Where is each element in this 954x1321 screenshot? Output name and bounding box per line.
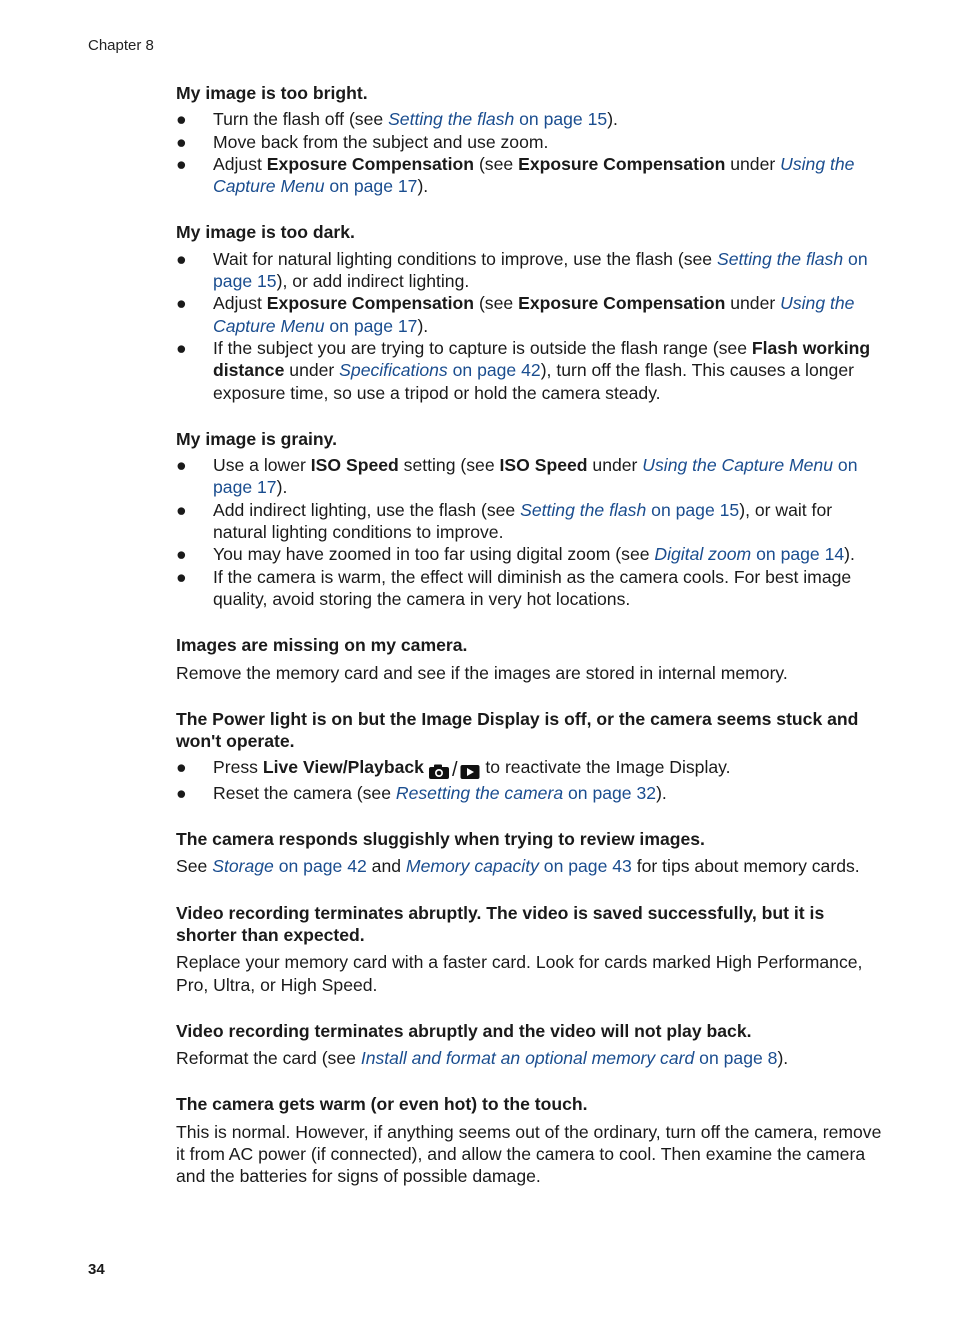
text: Reset the camera (see: [213, 782, 396, 803]
section-heading: Video recording terminates abruptly and the video will not play back.: [176, 1020, 752, 1041]
link-page: on page 15: [646, 499, 740, 520]
list-item: [176, 153, 884, 198]
text: Adjust: [213, 153, 267, 174]
text: Reformat the card (see: [176, 1048, 361, 1069]
link-page: on page 17: [324, 315, 418, 336]
link-setting-flash[interactable]: [520, 500, 739, 520]
text: ).: [777, 1048, 789, 1069]
section-video-short: [176, 902, 884, 996]
text: under: [284, 360, 340, 381]
text: If the subject you are trying to capture is outside the flash range (see: [213, 337, 752, 358]
section-too-dark: [176, 221, 884, 403]
text: See: [176, 856, 213, 877]
bold-term: Exposure Compensation: [518, 153, 726, 174]
text: under: [725, 293, 781, 314]
section-heading: The camera gets warm (or even hot) to the touch.: [176, 1094, 588, 1115]
bold-term: Flash working distance: [213, 337, 871, 381]
section-heading: Images are missing on my camera.: [176, 635, 468, 656]
list-item: [176, 131, 884, 153]
link-page: on page 8: [694, 1048, 778, 1069]
text: ).: [276, 477, 288, 498]
bullet-icon: ●: [176, 337, 187, 358]
link-title: Digital zoom: [654, 544, 752, 565]
text: ), or wait for natural lighting conditions to improve.: [213, 499, 833, 543]
section-heading: My image is grainy.: [176, 428, 338, 449]
bullet-icon: ●: [176, 499, 187, 520]
paragraph: [176, 855, 884, 877]
text: (see: [474, 153, 519, 174]
text: Use a lower: [213, 455, 311, 476]
link-install-memory-card[interactable]: [361, 1048, 778, 1068]
text: ), or add indirect lighting.: [276, 271, 470, 292]
list-item: [176, 454, 884, 499]
section-sluggish: [176, 828, 884, 878]
link-memory-capacity[interactable]: [406, 856, 632, 876]
bullet-icon: ●: [176, 293, 187, 314]
link-page: on page 42: [447, 360, 541, 381]
bullet-icon: ●: [176, 131, 187, 152]
bullet-icon: ●: [176, 153, 187, 174]
bullet-icon: ●: [176, 109, 187, 130]
link-title: Using the Capture Menu: [642, 455, 834, 476]
text: ), turn off the flash. This causes a longer exposure time, so use a tripod or hold the camera steady.: [213, 360, 854, 403]
link-title: Setting the flash: [716, 248, 844, 269]
link-setting-flash[interactable]: [388, 109, 607, 129]
section-heading: My image is too dark.: [176, 222, 355, 243]
link-page: on page 32: [563, 782, 657, 803]
section-power-light: [176, 708, 884, 804]
list-item: [176, 756, 884, 781]
page-number: 34: [88, 1261, 105, 1278]
link-title: Resetting the camera: [395, 782, 564, 803]
text: Wait for natural lighting conditions to improve, use the flash (see: [213, 248, 717, 269]
list-item: [176, 337, 884, 404]
bullet-icon: ●: [176, 248, 187, 269]
bullet-list: [176, 756, 884, 804]
list-item: [176, 292, 884, 337]
link-title: Memory capacity: [405, 856, 539, 877]
list-item: [176, 499, 884, 544]
list-item: [176, 108, 884, 130]
link-page: on page 14: [751, 544, 845, 565]
list-item: [176, 543, 884, 565]
link-title: Setting the flash: [520, 499, 647, 520]
link-title: Specifications: [339, 360, 448, 381]
camera-icon: [428, 764, 450, 780]
text: ).: [417, 176, 429, 197]
link-page: on page 15: [213, 248, 868, 292]
bold-term: Live View/Playback: [262, 757, 424, 778]
link-resetting-camera[interactable]: [396, 783, 656, 803]
bold-term: Exposure Compensation: [266, 153, 475, 174]
link-specifications[interactable]: [339, 360, 541, 380]
link-title: Storage: [212, 856, 274, 877]
paragraph: Replace your memory card with a faster card. Look for cards marked High Performance, Pro, Ultra, or High Speed.: [176, 952, 863, 995]
link-page: on page 43: [538, 856, 632, 877]
text: Press: [213, 757, 263, 778]
bold-term: Exposure Compensation: [266, 293, 475, 314]
main-content: [176, 82, 884, 1212]
link-title: Using the Capture Menu: [213, 293, 855, 336]
link-title: Setting the flash: [388, 109, 515, 130]
text: (see: [474, 293, 519, 314]
bold-term: ISO Speed: [310, 455, 399, 476]
bullet-icon: ●: [176, 566, 187, 587]
bullet-list: [176, 108, 884, 197]
link-page: on page 42: [273, 856, 367, 877]
bold-term: Exposure Compensation: [518, 293, 726, 314]
text: ).: [417, 315, 429, 336]
text: ).: [844, 544, 855, 565]
text: and: [366, 856, 406, 877]
bold-term: ISO Speed: [499, 455, 588, 476]
list-item: [176, 566, 884, 611]
section-heading: The camera responds sluggishly when trying to review images.: [176, 829, 705, 850]
list-item: [176, 248, 884, 293]
text: under: [587, 455, 643, 476]
text: to reactivate the Image Display.: [480, 757, 731, 778]
bullet-icon: ●: [176, 757, 187, 778]
text: Turn the flash off (see: [213, 109, 389, 130]
bullet-list: [176, 248, 884, 404]
section-missing-images: [176, 634, 884, 684]
text: Add indirect lighting, use the flash (see: [213, 499, 521, 520]
section-video-no-playback: [176, 1020, 884, 1070]
chapter-label: Chapter 8: [88, 37, 154, 54]
link-storage[interactable]: [212, 856, 367, 876]
text: If the camera is warm, the effect will diminish as the camera cools. For best image quality, avoid storing the camera in very hot locations.: [213, 566, 852, 609]
section-heading: Video recording terminates abruptly. The video is saved successfully, but it is shorter than expected.: [176, 902, 825, 945]
paragraph: [176, 1047, 884, 1069]
link-page: on page 17: [324, 176, 418, 197]
playback-icon: [460, 764, 480, 780]
link-page: on page 15: [514, 109, 608, 130]
text: ).: [607, 109, 618, 130]
list-item: [176, 782, 884, 804]
bullet-list: [176, 454, 884, 610]
text: setting (see: [398, 455, 500, 476]
live-view-playback-icons: [428, 759, 480, 781]
icon-separator: /: [451, 759, 458, 782]
paragraph: Remove the memory card and see if the images are stored in internal memory.: [176, 662, 788, 683]
bullet-icon: ●: [176, 455, 187, 476]
text: You may have zoomed in too far using digital zoom (see: [213, 544, 655, 565]
section-grainy: [176, 428, 884, 610]
text: under: [725, 153, 781, 174]
text: Move back from the subject and use zoom.: [213, 131, 549, 152]
link-title: Install and format an optional memory card: [360, 1048, 695, 1069]
paragraph: This is normal. However, if anything seems out of the ordinary, turn off the camera, remove it from AC power (if connected), and allow the camera to cool. Then examine the camera and the batteries for signs of possible damage.: [176, 1121, 882, 1187]
link-page: on page 17: [213, 455, 858, 498]
text: ).: [656, 782, 667, 803]
section-heading: The Power light is on but the Image Display is off, or the camera seems stuck and won't operate.: [176, 708, 859, 752]
section-heading: My image is too bright.: [176, 83, 368, 103]
link-digital-zoom[interactable]: [654, 544, 844, 564]
link-title: Using the Capture Menu: [213, 153, 855, 197]
text: Adjust: [213, 293, 267, 314]
text: for tips about memory cards.: [631, 856, 860, 877]
bullet-icon: ●: [176, 544, 187, 565]
section-camera-warm: [176, 1093, 884, 1187]
bullet-icon: ●: [176, 782, 187, 803]
section-too-bright: [176, 82, 884, 197]
